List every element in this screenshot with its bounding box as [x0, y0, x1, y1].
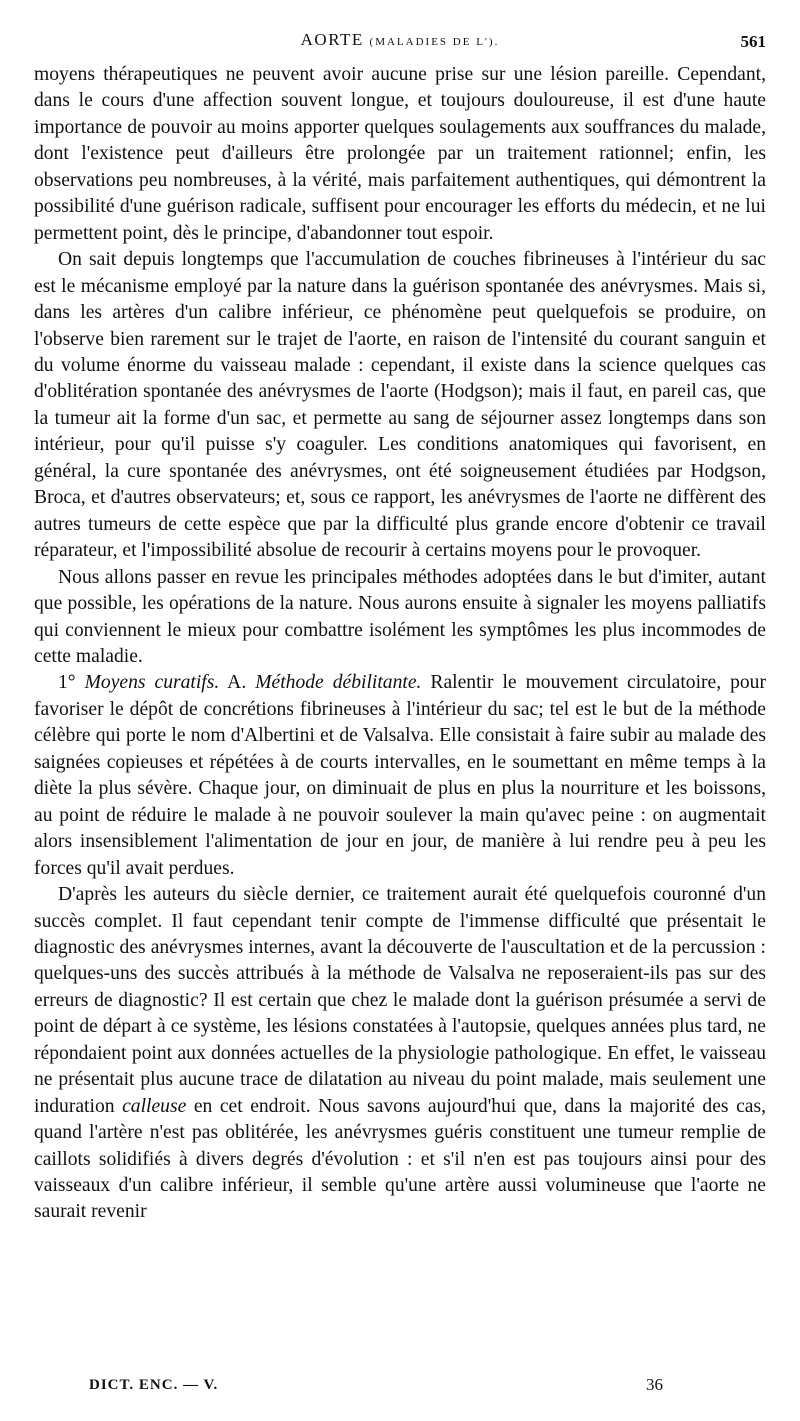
- subsection-heading: Méthode débilitante.: [255, 672, 422, 694]
- paragraph-3: Nous allons passer en revue les principales méthodes adoptées dans le but d'imiter, autant que possible, les opérations de la nature. Nous aurons ensuite à signaler les moyens palliatifs qui conviennent le mieux pour combattre isolément les symptômes les plus incommodes de cette maladie.: [34, 566, 766, 667]
- page-header: [34, 30, 766, 56]
- running-subtitle: (MALADIES DE L').: [369, 36, 500, 48]
- book-page: [34, 0, 766, 1421]
- subsection-letter: A.: [227, 672, 247, 694]
- paragraph-2: On sait depuis longtemps que l'accumulation de couches fibrineuses à l'intérieur du sac est le mécanisme employé par la nature dans la guérison spontanée des anévrysmes. Mais si, dans les artères d'un calibre inférieur, ce phénomène peut quelquefois se produire, on l'observe bien rarement sur le trajet de l'aorte, en raison de l'intensité du courant sanguin et du volume énorme du vaisseau malade : cependant, il existe dans la science quelques cas d'oblitération spontanée des anévrysmes de l'aorte (Hodgson); mais il faut, en pareil cas, que la tumeur ait la forme d'un sac, et permette au sang de séjourner assez longtemps dans son intérieur, pour qu'il puisse s'y coaguler. Les conditions anatomiques qui favorisent, en général, la cure spontanée des anévrysmes, ont été soigneusement étudiées par Hodgson, Broca, et d'autres observateurs; et, sous ce rapport, les anévrysmes de l'aorte ne diffèrent des autres tumeurs de cette espèce que par la difficulté plus grande encore d'obtenir ce travail réparateur, et l'impossibilité absolue de recourir à certains moyens pour le provoquer.: [34, 249, 766, 562]
- running-title: AORTE: [300, 30, 364, 49]
- printer-signature: DICT. ENC. — V.: [89, 1377, 219, 1393]
- section-heading: Moyens curatifs.: [84, 672, 220, 694]
- running-head: [34, 30, 766, 50]
- body-text: [34, 62, 766, 1226]
- emphasized-word: calleuse: [122, 1095, 187, 1117]
- paragraph-4: [34, 670, 766, 882]
- paragraph-4-text: Ralentir le mouvement circulatoire, pour favoriser le dépôt de concrétions fibrineuses à l'intérieur du sac; tel est le but de la méthode célèbre qui porte le nom d'Albertini et de Valsalva. Elle consistait à faire subir au malade des saignées copieuses et répétées à de courts intervalles, en le soumettant en même temps à la diète la plus sévère. Chaque jour, on diminuait de plus en plus la nourriture et les boissons, au point de réduire le malade à ne pouvoir soulever la main qu'avec peine : on augmentait alors insensiblement l'alimentation de jour en jour, de manière à lui rendre peu à peu les forces qu'il avait perdues.: [34, 672, 767, 879]
- paragraph-5: [34, 882, 766, 1226]
- paragraph-5-text-after: en cet endroit. Nous savons aujourd'hui que, dans la majorité des cas, quand l'artère n'est pas oblitérée, les anévrysmes guéris constituent une tumeur remplie de caillots solidifiés à divers degrés d'évolution : et s'il n'en est pas toujours ainsi pour des vaisseaux d'un calibre inférieur, il semble qu'une artère aussi volumineuse que l'aorte ne saurait revenir: [34, 1095, 766, 1223]
- paragraph-5-text-before: D'après les auteurs du siècle dernier, ce traitement aurait été quelquefois couronné d'un succès complet. Il faut cependant tenir compte de l'immense difficulté que présentait le diagnostic des anévrysmes internes, avant la découverte de l'auscultation et de la percussion : quelques-uns des succès attribués à la méthode de Valsalva ne reposeraient-ils pas sur des erreurs de diagnostic? Il est certain que chez le malade dont la guérison présumée a servi de point de départ à ce système, les lésions constatées à l'autopsie, quelques années plus tard, ne répondaient point aux données actuelles de la physiologie pathologique. En effet, le vaisseau ne présentait plus aucune trace de dilatation au niveau du point malade, mais seulement une induration: [34, 884, 766, 1117]
- paragraph-1: moyens thérapeutiques ne peuvent avoir aucune prise sur une lésion pareille. Cependant, dans le cours d'une affection souvent longue, et toujours douloureuse, il est d'une haute importance de pouvoir au moins apporter quelques soulagements aux souffrances du malade, dont l'existence peut d'ailleurs être prolongée par un traitement rationnel; enfin, les observations peu nombreuses, à la vérité, mais parfaitement authentiques, qui démontrent la possibilité d'une guérison radicale, suffisent pour encourager les efforts du médecin, et ne lui permettent point, dès le principe, d'abandonner tout espoir.: [34, 64, 766, 244]
- section-number: 1°: [58, 672, 76, 694]
- page-number: 561: [740, 32, 766, 51]
- sheet-number: 36: [646, 1375, 663, 1394]
- page-footer: [34, 1375, 766, 1401]
